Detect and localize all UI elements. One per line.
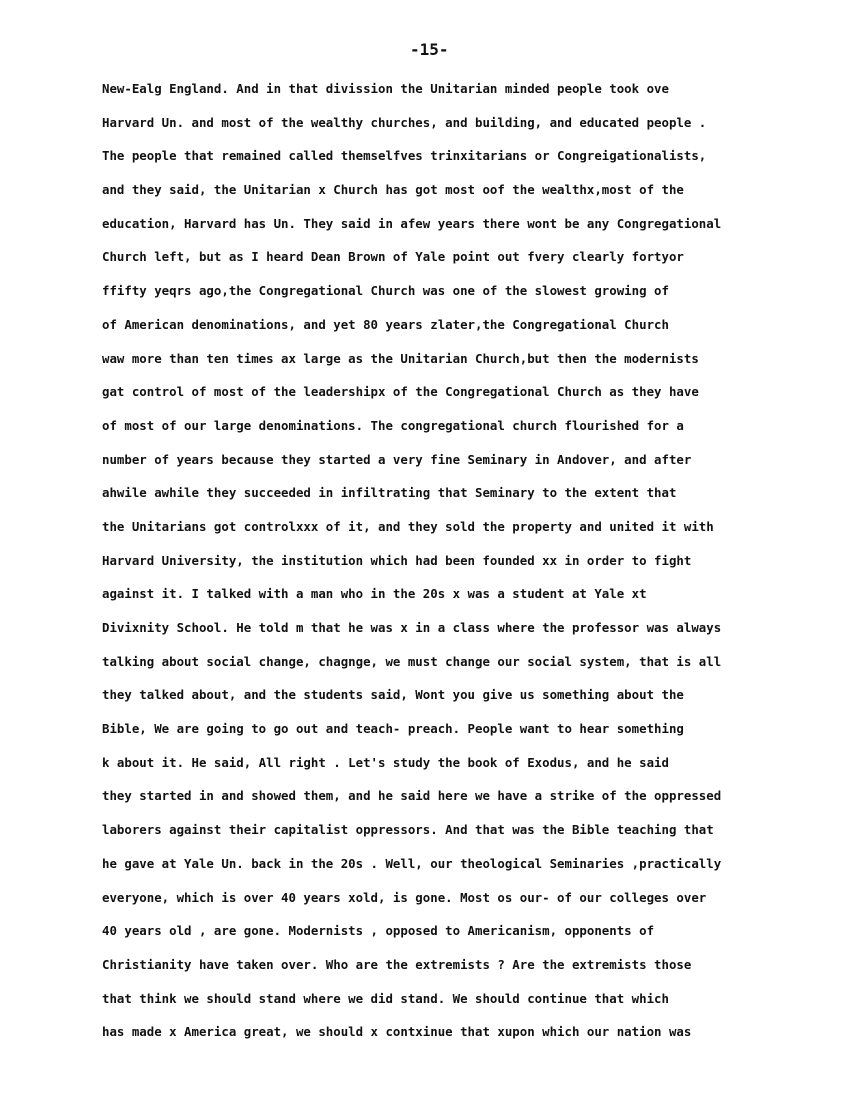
text-line: Harvard Un. and most of the wealthy churches, and building, and educated people . <box>102 114 707 130</box>
text-line: that think we should stand where we did stand. We should continue that which <box>102 990 669 1006</box>
text-line: has made x America great, we should x contxinue that xupon which our nation was <box>102 1024 692 1040</box>
text-line: New-Ealg England. And in that divission the Unitarian minded people took ove <box>102 81 669 96</box>
text-line: ffifty yeqrs ago,the Congregational Church was one of the slowest growing of <box>102 283 669 299</box>
text-line: 40 years old , are gone. Modernists , opposed to Americanism, opponents of <box>102 923 655 939</box>
text-line: the Unitarians got controlxxx of it, and they sold the property and united it with <box>102 518 714 534</box>
text-line: Bible, We are going to go out and teach- preach. People want to hear something <box>102 721 684 737</box>
text-line: against it. I talked with a man who in the 20s x was a student at Yale xt <box>102 586 647 602</box>
text-line: he gave at Yale Un. back in the 20s . Well, our theological Seminaries ,practically <box>102 855 722 871</box>
text-line: they started in and showed them, and he said here we have a strike of the oppressed <box>102 788 722 804</box>
text-line: waw more than ten times ax large as the Unitarian Church,but then the modernists <box>102 350 699 366</box>
text-line: ahwile awhile they succeeded in infiltrating that Seminary to the extent that <box>102 485 677 501</box>
text-line: Church left, but as I heard Dean Brown of Yale point out fvery clearly fortyor <box>102 249 684 265</box>
text-line: they talked about, and the students said, Wont you give us something about the <box>102 687 684 703</box>
text-line: laborers against their capitalist oppressors. And that was the Bible teaching that <box>102 822 714 838</box>
text-line: Christianity have taken over. Who are the extremists ? Are the extremists those <box>102 956 692 972</box>
text-line: of American denominations, and yet 80 years zlater,the Congregational Church <box>102 316 669 332</box>
body-text <box>102 72 832 1049</box>
text-line: and they said, the Unitarian x Church has got most oof the wealthx,most of the <box>102 182 684 198</box>
text-line: talking about social change, chagnge, we must change our social system, that is all <box>102 653 722 669</box>
text-line: Harvard University, the institution which had been founded xx in order to fight <box>102 552 692 568</box>
text-line: everyone, which is over 40 years xold, is gone. Most os our- of our colleges over <box>102 889 707 905</box>
text-line: The people that remained called themselfves trinxitarians or Congreigationalists, <box>102 148 707 164</box>
text-line: education, Harvard has Un. They said in afew years there wont be any Congregational <box>102 215 722 231</box>
page-number: -15- <box>410 40 449 59</box>
text-line: gat control of most of the leadershipx of the Congregational Church as they have <box>102 384 699 400</box>
text-line: of most of our large denominations. The congregational church flourished for a <box>102 417 684 433</box>
text-line: number of years because they started a very fine Seminary in Andover, and after <box>102 451 692 467</box>
text-line: k about it. He said, All right . Let's study the book of Exodus, and he said <box>102 754 669 770</box>
text-line: Divixnity School. He told m that he was x in a class where the professor was always <box>102 620 722 635</box>
